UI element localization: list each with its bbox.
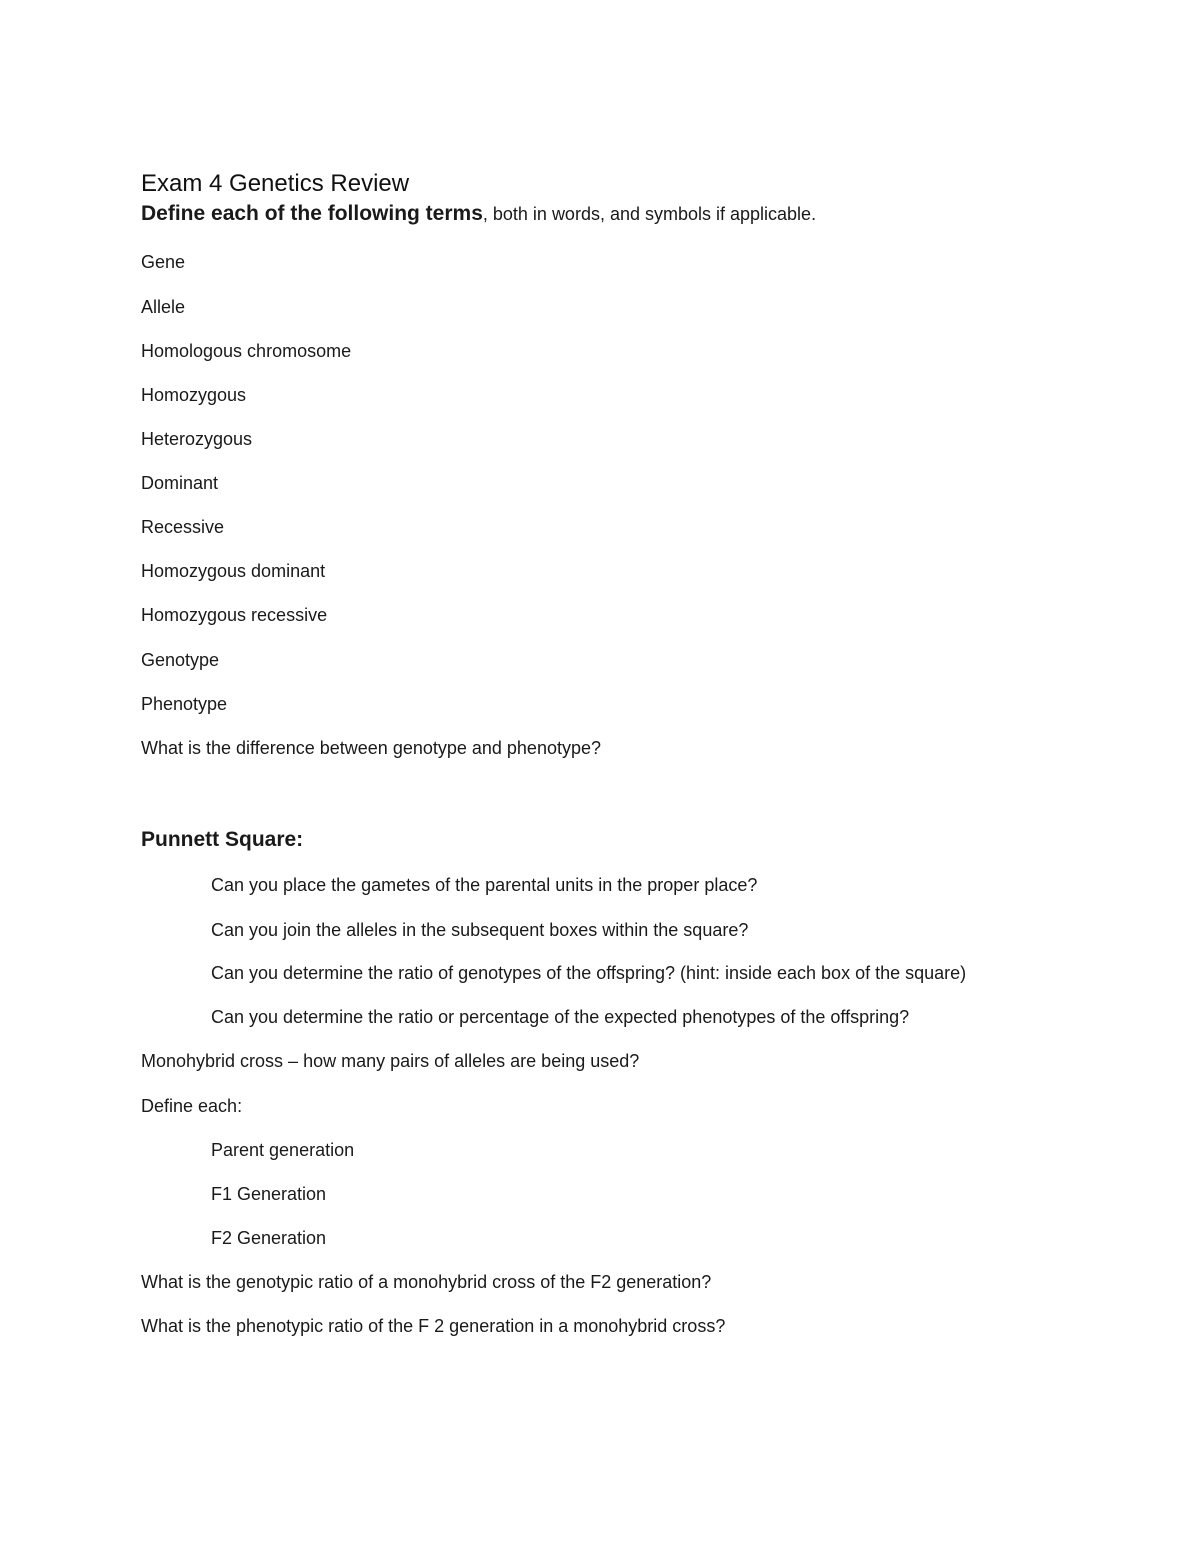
punnett-question: Can you place the gametes of the parental units in the proper place? <box>211 875 758 895</box>
define-item-f2-generation: F2 Generation <box>211 1228 327 1248</box>
term-homozygous-dominant: Homozygous dominant <box>141 561 326 581</box>
define-each-label: Define each: <box>141 1096 243 1116</box>
monohybrid-question: Monohybrid cross – how many pairs of alleles are being used? <box>141 1051 640 1071</box>
instruction-bold: Define each of the following terms <box>141 202 483 225</box>
term-heterozygous: Heterozygous <box>141 429 253 449</box>
punnett-question: Can you join the alleles in the subsequent boxes within the square? <box>211 920 749 940</box>
define-item-parent-generation: Parent generation <box>211 1140 355 1160</box>
page-title: Exam 4 Genetics Review <box>141 170 410 197</box>
punnett-heading: Punnett Square: <box>141 828 304 851</box>
term-gene: Gene <box>141 252 186 272</box>
term-homozygous-recessive: Homozygous recessive <box>141 605 328 625</box>
punnett-question: Can you determine the ratio of genotypes of the offspring? (hint: inside each box of the square) <box>211 963 967 983</box>
question-genotypic-ratio: What is the genotypic ratio of a monohybrid cross of the F2 generation? <box>141 1272 712 1292</box>
instruction-rest: , both in words, and symbols if applicable. <box>482 204 817 224</box>
term-homologous-chromosome: Homologous chromosome <box>141 341 352 361</box>
term-genotype: Genotype <box>141 650 220 670</box>
instruction-line <box>141 203 816 225</box>
term-phenotype: Phenotype <box>141 694 228 714</box>
term-dominant: Dominant <box>141 473 219 493</box>
term-allele: Allele <box>141 297 186 317</box>
punnett-question: Can you determine the ratio or percentage of the expected phenotypes of the offspring? <box>211 1007 910 1027</box>
term-recessive: Recessive <box>141 517 225 537</box>
term-homozygous: Homozygous <box>141 385 247 405</box>
define-item-f1-generation: F1 Generation <box>211 1184 327 1204</box>
question-phenotypic-ratio: What is the phenotypic ratio of the F 2 generation in a monohybrid cross? <box>141 1316 726 1336</box>
question-genotype-phenotype-difference: What is the difference between genotype and phenotype? <box>141 738 602 758</box>
